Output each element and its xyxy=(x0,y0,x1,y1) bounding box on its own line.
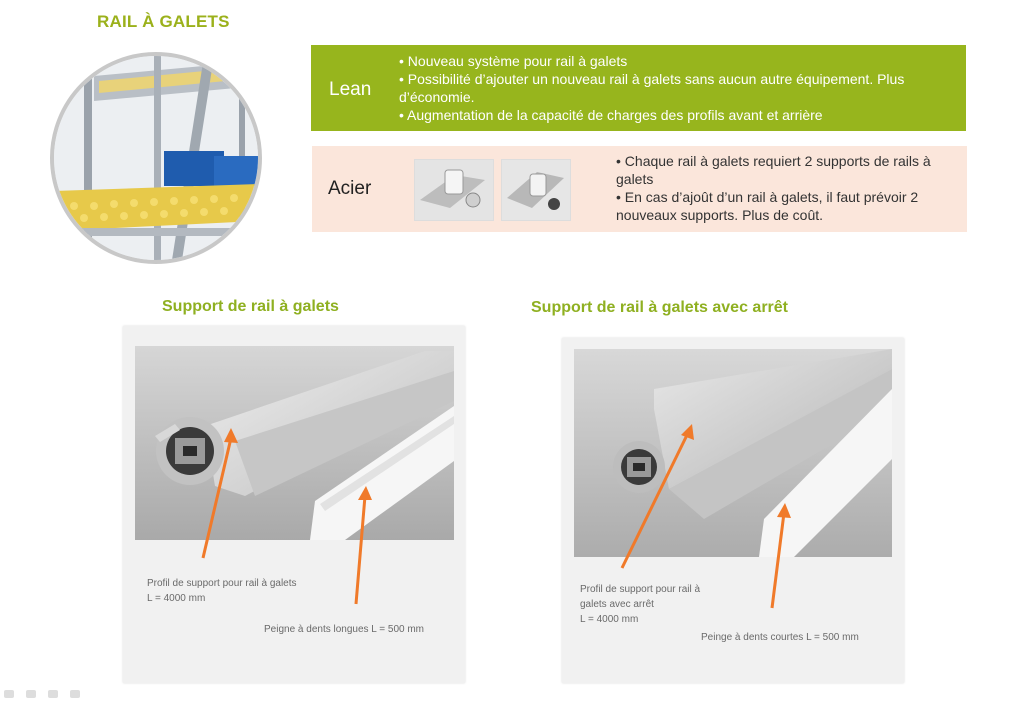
profile-caption: Profil de support pour rail à galets L = 4000 mm xyxy=(147,578,297,604)
menu-icon[interactable] xyxy=(48,690,58,698)
acier-bullet: • En cas d’ajoût d’un rail à galets, il faut prévoir 2 nouveaux supports. Plus de coût. xyxy=(616,189,919,223)
right-product-card xyxy=(562,338,904,683)
rack-image xyxy=(54,56,258,260)
lean-bullet: • Augmentation de la capacité de charges des profils avant et arrière xyxy=(399,107,823,123)
acier-bullet: • Chaque rail à galets requiert 2 supports de rails à galets xyxy=(616,153,931,187)
comb-caption: Peinge à dents courtes L = 500 mm xyxy=(701,632,859,643)
lean-label: Lean xyxy=(329,79,372,100)
lean-bullets xyxy=(399,52,959,124)
rack-illustration xyxy=(50,52,262,264)
pen-icon[interactable] xyxy=(26,690,36,698)
right-section-title: Support de rail à galets avec arrêt xyxy=(531,299,788,316)
lean-bullet: • Possibilité d’ajouter un nouveau rail à galets sans aucun autre équipement. Plus d’économie. xyxy=(399,71,905,105)
acier-label: Acier xyxy=(328,178,372,199)
steel-support-photo-2 xyxy=(501,159,571,221)
left-product-card xyxy=(123,326,465,683)
acier-bullets xyxy=(616,152,961,224)
steel-support-photo-1 xyxy=(414,159,494,221)
comb-caption: Peigne à dents longues L = 500 mm xyxy=(264,624,425,635)
next-slide-icon[interactable] xyxy=(70,690,80,698)
prev-slide-icon[interactable] xyxy=(4,690,14,698)
left-section-title: Support de rail à galets xyxy=(162,298,339,315)
lean-bullet: • Nouveau système pour rail à galets xyxy=(399,53,628,69)
lean-panel xyxy=(311,45,966,131)
acier-panel xyxy=(312,146,967,232)
profile-caption: Profil de support pour rail à galets avec arrêt L = 4000 mm xyxy=(580,584,701,625)
page-title: RAIL À GALETS xyxy=(97,12,230,31)
